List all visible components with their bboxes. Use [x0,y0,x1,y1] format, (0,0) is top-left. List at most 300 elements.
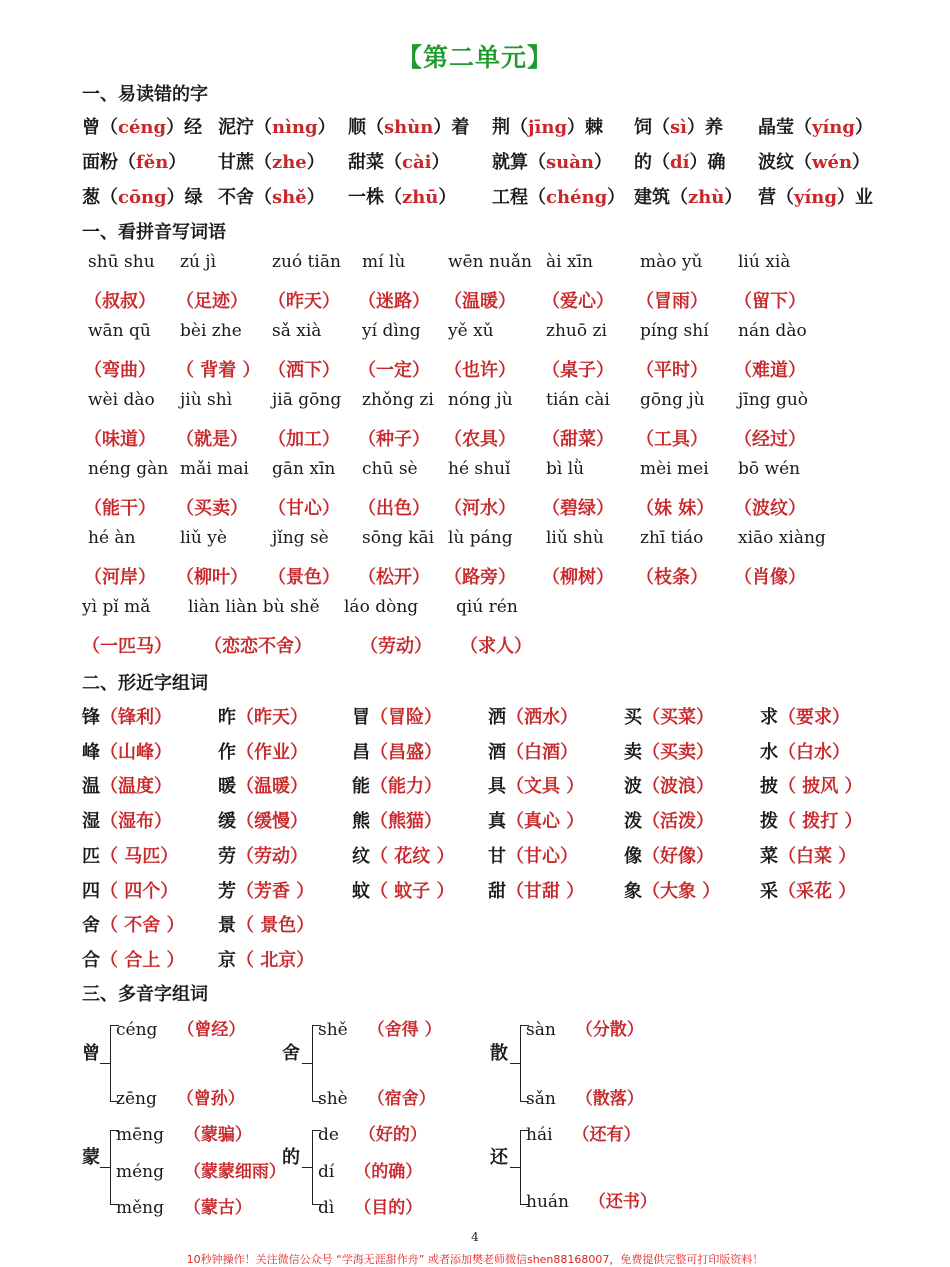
pinyin-prompt: yí dìng [362,321,421,341]
pinyin-answer-word: （种子） [358,429,430,450]
polyphone-item [116,1015,245,1040]
similar-char: 匹 [82,845,100,867]
pinyin-answer-word: （爱心） [542,291,614,312]
similar-char-word: （温暖） [236,776,308,798]
pinyin-prompt: lù páng [448,528,513,548]
pinyin-answer-word: （也许） [444,360,516,381]
pinyin-answer-word: （柳叶） [176,567,248,588]
pinyin-answer-word: （枝条） [636,567,708,588]
easy-char-item [492,183,625,209]
pinyin-answer-word: （一定） [358,360,430,381]
easy-char-pinyin: cài [402,152,432,173]
similar-char: 昌 [352,741,370,763]
similar-char: 真 [488,811,506,833]
pinyin-answer-word: （恋恋不舍） [204,636,312,657]
pinyin-prompt: mí lù [362,252,406,272]
polyphone-word: （蒙古） [178,1198,252,1218]
similar-char-item [488,807,584,833]
polyphone-word: （散落） [569,1089,644,1109]
similar-char-word: （买卖） [642,741,714,763]
pinyin-answer-word: （温暖） [444,291,516,312]
easy-char-word: 饲 [634,117,652,138]
easy-char-item [218,183,325,209]
page-number: 4 [471,1230,479,1244]
similar-char-word: （缓慢） [236,811,308,833]
polyphone-head-char: 还 [490,1147,508,1168]
easy-char-pinyin: chéng [546,187,608,208]
polyphone-bracket-tick [302,1063,312,1064]
easy-char-close-paren: ） [607,187,626,208]
pinyin-prompt: wān qū [88,321,151,341]
easy-char-word: 顺 [348,117,366,138]
easy-char-item [82,183,203,209]
easy-char-word: 波纹 [758,152,794,173]
easy-char-close-paren: ） [306,152,325,173]
easy-char-item [218,148,325,174]
similar-char-item [218,946,314,972]
polyphone-item [526,1015,644,1040]
polyphone-pinyin: huán [526,1192,569,1212]
polyphone-word: （目的） [348,1198,423,1218]
easy-char-suffix: 绿 [184,187,203,208]
easy-char-open-paren: （ [652,152,670,173]
easy-char-word: 泥泞 [218,117,254,138]
easy-char-pinyin: céng [118,117,167,138]
polyphone-word: （舍得 ） [361,1020,442,1040]
similar-char-word: （波浪） [642,776,714,798]
similar-char-item [352,738,442,764]
easy-char-close-paren: ） [431,152,450,173]
similar-char: 冒 [352,707,370,728]
easy-char-close-paren: ） [836,187,855,208]
pinyin-prompt: jiù shì [180,390,233,410]
pinyin-prompt: bèi zhe [180,321,242,341]
pinyin-answer-word: （冒雨） [636,291,708,312]
similar-char: 泼 [624,811,642,833]
polyphone-item [318,1157,422,1182]
easy-char-open-paren: （ [100,187,118,208]
similar-char: 洒 [488,707,506,728]
easy-char-pinyin: nìng [272,117,318,138]
similar-char: 峰 [82,741,100,763]
polyphone-pinyin: sàn [526,1020,556,1040]
similar-char-word: （买菜） [642,707,714,728]
polyphone-word: （的确） [348,1161,423,1182]
similar-char: 像 [624,845,642,867]
pinyin-answer-word: （弯曲） [84,360,156,381]
polyphone-pinyin: dì [318,1198,335,1218]
easy-char-word: 晶莹 [758,117,794,138]
similar-char-item [624,703,714,729]
similar-char-word: （ 拨打 ） [778,811,863,833]
similar-char-word: （劳动） [236,845,308,867]
similar-char-item [760,842,856,868]
polyphone-pinyin: zēng [116,1089,157,1109]
pinyin-prompt: zú jì [180,252,217,272]
pinyin-answer-word: （足迹） [176,291,248,312]
similar-char-item [218,877,314,903]
pinyin-answer-word: （波纹） [734,498,806,519]
easy-char-item [82,113,202,139]
similar-char-item [352,807,442,833]
pinyin-prompt: xiāo xiàng [738,528,826,548]
pinyin-prompt: yě xǔ [448,321,494,341]
similar-char-word: （白酒） [506,741,578,763]
similar-char: 熊 [352,811,370,833]
similar-char-item [82,807,172,833]
similar-char-item [218,772,308,798]
similar-char-item [760,877,856,903]
easy-char-word: 就算 [492,152,528,173]
easy-char-word: 面粉 [82,152,118,173]
polyphone-pinyin: sǎn [526,1089,556,1109]
polyphone-bracket-tick [100,1063,110,1064]
similar-char: 采 [760,880,778,902]
pinyin-prompt: mǎi mai [180,459,249,479]
easy-char-word: 工程 [492,187,528,208]
section-heading-polyphones: 三、多音字组词 [82,984,208,1005]
footer-note: 10秒钟操作！关注微信公众号 “学海无涯甜作舟” 或者添加樊老师微信shen88168007，免费提供完整可打印版资料！ [186,1253,764,1266]
similar-char-word: （大象 ） [642,880,721,902]
pinyin-answer-word: （叔叔） [84,291,156,312]
pinyin-answer-word: （难道） [734,360,806,381]
pinyin-answer-word: （柳树） [542,567,614,588]
similar-char: 蚊 [352,880,370,902]
pinyin-prompt: néng gàn [88,459,169,479]
similar-char: 作 [218,741,236,763]
easy-char-item [492,148,612,174]
easy-char-close-paren: ） [854,117,873,138]
easy-char-close-paren: ） [166,187,185,208]
pinyin-prompt: hé àn [88,528,136,548]
polyphone-pinyin: de [318,1125,339,1145]
easy-char-item [634,148,725,174]
similar-char: 酒 [488,741,506,763]
pinyin-answer-word: （能干） [84,498,156,519]
similar-char-item [760,807,863,833]
pinyin-prompt: jīng guò [738,390,809,410]
pinyin-answer-word: （留下） [734,291,806,312]
easy-char-open-paren: （ [794,152,812,173]
easy-char-close-paren: ） [433,117,452,138]
similar-char-item [352,703,442,729]
similar-char: 景 [218,915,236,937]
easy-char-word: 甘蔗 [218,152,254,173]
similar-char-item [760,703,850,729]
similar-char-item [488,703,578,729]
similar-char-word: （冒险） [370,707,442,728]
similar-char-item [218,807,308,833]
similar-char-item [488,738,578,764]
polyphone-item [318,1015,442,1040]
easy-char-item [758,148,870,174]
similar-char: 劳 [218,845,236,867]
pinyin-answer-word: （工具） [636,429,708,450]
polyphone-word: （好的） [352,1125,427,1145]
similar-char: 锋 [82,707,100,728]
easy-char-item [348,148,449,174]
polyphone-bracket-tick [302,1167,312,1168]
easy-char-open-paren: （ [776,187,794,208]
similar-char-item [624,877,720,903]
easy-char-pinyin: dí [670,152,690,173]
polyphone-item [116,1193,252,1218]
pinyin-answer-word: （平时） [636,360,708,381]
pinyin-answer-word: （迷路） [358,291,430,312]
easy-char-close-paren: ） [438,187,457,208]
polyphone-item [116,1084,245,1109]
pinyin-prompt: zhǒng zi [362,390,434,410]
easy-char-suffix: 经 [184,117,203,138]
pinyin-answer-word: （劳动） [360,636,432,657]
easy-char-open-paren: （ [670,187,688,208]
pinyin-answer-word: （味道） [84,429,156,450]
easy-char-pinyin: shùn [384,117,434,138]
easy-char-close-paren: ） [689,152,708,173]
easy-char-item [218,113,336,139]
similar-char-word: （ 蚊子 ） [370,880,455,902]
pinyin-prompt: jiā gōng [272,390,342,410]
similar-char: 甘 [488,845,506,867]
easy-char-open-paren: （ [254,117,272,138]
easy-char-open-paren: （ [366,117,384,138]
pinyin-prompt: píng shí [640,321,709,341]
similar-char: 四 [82,880,100,902]
pinyin-prompt: bō wén [738,459,801,479]
polyphone-item [318,1193,422,1218]
similar-char: 拨 [760,811,778,833]
easy-char-close-paren: ） [593,152,612,173]
pinyin-answer-word: （河水） [444,498,516,519]
similar-char-word: （昌盛） [370,741,442,763]
pinyin-prompt: jǐng sè [272,528,329,548]
pinyin-prompt: chū sè [362,459,418,479]
easy-char-open-paren: （ [254,152,272,173]
pinyin-answer-word: （景色） [268,567,340,588]
polyphone-head-char: 舍 [282,1043,300,1064]
pinyin-prompt: liàn liàn bù shě [188,597,320,617]
pinyin-answer-word: （农具） [444,429,516,450]
easy-char-open-paren: （ [384,152,402,173]
pinyin-answer-word: （求人） [460,636,532,657]
pinyin-answer-word: （ 背着 ） [176,360,261,381]
pinyin-prompt: shū shu [88,252,155,272]
pinyin-prompt: nán dào [738,321,807,341]
polyphone-bracket-tick [100,1167,110,1168]
similar-char-item [82,877,178,903]
polyphone-pinyin: shě [318,1020,348,1040]
similar-char: 具 [488,776,506,798]
pinyin-prompt: zhuō zi [546,321,607,341]
easy-char-open-paren: （ [100,117,118,138]
similar-char: 波 [624,776,642,798]
polyphone-word: （蒙蒙细雨） [178,1161,286,1182]
polyphone-word: （曾经） [171,1020,246,1040]
easy-char-pinyin: yíng [812,117,855,138]
easy-char-open-paren: （ [794,117,812,138]
easy-char-word: 建筑 [634,187,670,208]
polyphone-word: （曾孙） [170,1089,245,1109]
easy-char-suffix: 确 [707,152,726,173]
easy-char-pinyin: jīng [528,117,568,138]
similar-char-item [82,911,185,937]
pinyin-answer-word: （加工） [268,429,340,450]
easy-char-suffix: 业 [854,187,873,208]
easy-char-close-paren: ） [686,117,705,138]
easy-char-word: 曾 [82,117,100,138]
similar-char-item [82,772,172,798]
similar-char-item [624,738,714,764]
similar-char-word: （ 景色） [236,915,315,937]
similar-char-word: （作业） [236,741,308,763]
similar-char: 水 [760,741,778,763]
easy-char-suffix: 养 [704,117,723,138]
similar-char: 舍 [82,915,100,937]
polyphone-item [318,1120,427,1145]
similar-char-word: （山峰） [100,741,172,763]
page-title: 【第二单元】 [396,43,553,72]
easy-char-pinyin: sì [670,117,687,138]
easy-char-word: 葱 [82,187,100,208]
similar-char: 缓 [218,811,236,833]
similar-char-word: （湿布） [100,811,172,833]
pinyin-answer-word: （肖像） [734,567,806,588]
polyphone-item [318,1084,436,1109]
similar-char-word: （甘心） [506,845,578,867]
similar-char-word: （ 四个） [100,880,179,902]
similar-char-word: （好像） [642,845,714,867]
easy-char-pinyin: zhù [688,187,725,208]
similar-char: 菜 [760,845,778,867]
pinyin-prompt: ài xīn [546,252,593,272]
pinyin-answer-word: （松开） [358,567,430,588]
polyphone-word: （蒙骗） [178,1125,252,1145]
polyphone-pinyin: dí [318,1161,335,1182]
easy-char-item [348,183,456,209]
similar-char-word: （熊猫） [370,811,442,833]
similar-char: 能 [352,776,370,798]
similar-char-word: （锋利） [100,707,172,728]
easy-char-close-paren: ） [317,117,336,138]
similar-char-word: （温度） [100,776,172,798]
pinyin-answer-word: （就是） [176,429,248,450]
pinyin-answer-word: （路旁） [444,567,516,588]
easy-char-item [634,113,723,139]
similar-char-word: （采花 ） [778,880,857,902]
polyphone-item [526,1187,657,1212]
similar-char-item [82,842,178,868]
easy-char-pinyin: fěn [136,152,169,173]
polyphone-item [526,1084,644,1109]
easy-char-pinyin: zhū [402,187,439,208]
similar-char-item [624,807,714,833]
easy-char-item [492,113,603,139]
pinyin-answer-word: （桌子） [542,360,614,381]
polyphone-bracket-tick [510,1063,520,1064]
pinyin-answer-word: （昨天） [268,291,340,312]
similar-char-word: （ 不舍 ） [100,915,185,937]
similar-char: 买 [624,707,642,728]
similar-char-item [218,738,308,764]
similar-char-word: （要求） [778,707,850,728]
similar-char-word: （文具 ） [506,776,585,798]
similar-char-word: （白菜 ） [778,845,857,867]
easy-char-open-paren: （ [254,187,272,208]
similar-char-word: （ 北京） [236,949,315,971]
similar-char-item [218,842,308,868]
pinyin-prompt: liú xià [738,252,791,272]
similar-char: 昨 [218,707,236,728]
pinyin-prompt: liǔ shù [546,528,604,548]
pinyin-prompt: gān xīn [272,459,336,479]
easy-char-open-paren: （ [528,187,546,208]
similar-char: 合 [82,949,100,971]
similar-char-word: （昨天） [236,707,308,728]
easy-char-pinyin: wén [812,152,853,173]
similar-char-item [624,772,714,798]
similar-char-word: （洒水） [506,707,578,728]
similar-char: 纹 [352,845,370,867]
easy-char-open-paren: （ [118,152,136,173]
similar-char-item [82,703,172,729]
polyphone-bracket-tick [510,1167,520,1168]
similar-char: 象 [624,880,642,902]
similar-char: 求 [760,707,778,728]
pinyin-answer-word: （经过） [734,429,806,450]
similar-char: 温 [82,776,100,798]
easy-char-close-paren: ） [852,152,871,173]
easy-char-word: 不舍 [218,187,254,208]
similar-char-word: （活泼） [642,811,714,833]
section-heading-easy-chars: 一、易读错的字 [82,84,208,105]
polyphone-pinyin: měng [116,1198,165,1218]
easy-char-word: 的 [634,152,652,173]
similar-char-word: （甘甜 ） [506,880,585,902]
pinyin-prompt: qiú rén [456,597,518,617]
easy-char-item [634,183,742,209]
pinyin-prompt: zuó tiān [272,252,341,272]
easy-char-pinyin: cōng [118,187,167,208]
similar-char-item [218,911,314,937]
similar-char-word: （ 马匹） [100,845,179,867]
polyphone-head-char: 的 [282,1147,300,1168]
pinyin-answer-word: （妹 妹） [636,498,715,519]
similar-char: 暖 [218,776,236,798]
polyphone-head-char: 曾 [82,1043,100,1064]
similar-char-item [488,772,584,798]
easy-char-close-paren: ） [166,117,185,138]
polyphone-pinyin: shè [318,1089,348,1109]
similar-char-item [218,703,308,729]
pinyin-prompt: zhī tiáo [640,528,704,548]
pinyin-prompt: nóng jù [448,390,513,410]
pinyin-answer-word: （洒下） [268,360,340,381]
similar-char-item [760,738,850,764]
pinyin-prompt: hé shuǐ [448,459,511,479]
pinyin-prompt: liǔ yè [180,528,227,548]
easy-char-item [82,148,186,174]
easy-char-close-paren: ） [306,187,325,208]
similar-char-item [488,842,578,868]
similar-char: 芳 [218,880,236,902]
polyphone-item [116,1120,252,1145]
similar-char: 湿 [82,811,100,833]
section-heading-similar-chars: 二、形近字组词 [82,673,208,694]
similar-char-word: （ 披风 ） [778,776,863,798]
similar-char-item [624,842,714,868]
easy-char-pinyin: yíng [794,187,837,208]
pinyin-answer-word: （甘心） [268,498,340,519]
